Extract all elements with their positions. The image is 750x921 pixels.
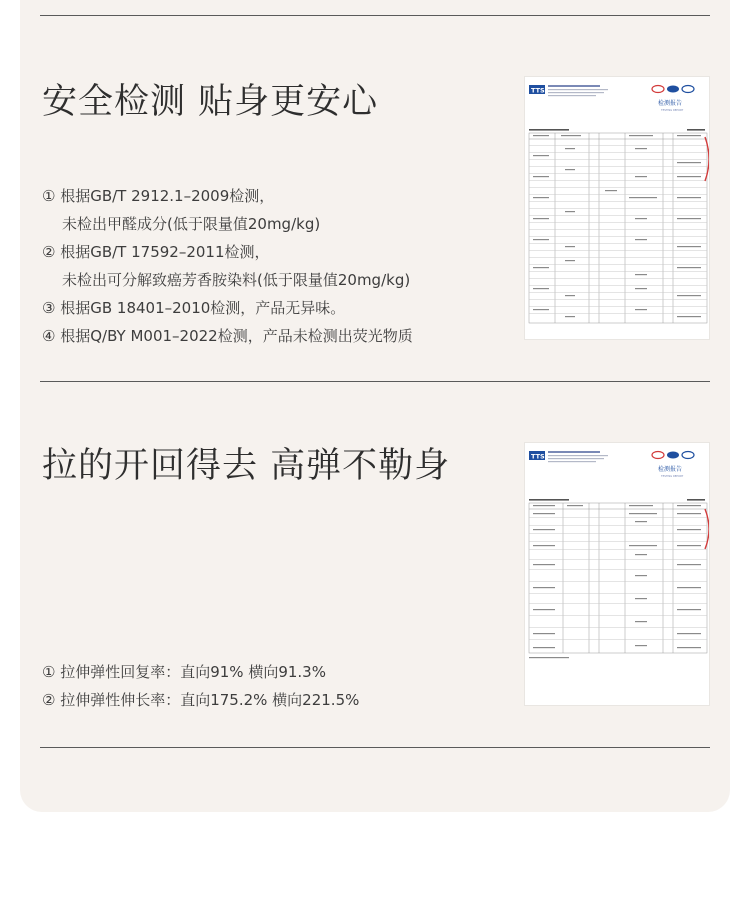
divider-bottom xyxy=(40,747,710,748)
cert-badge-icon xyxy=(682,86,694,93)
section-2-title: 拉的开回得去 高弹不勒身 xyxy=(42,446,451,486)
report-1-logo-text: TTS xyxy=(531,86,545,95)
section-1-line-1: ① 根据GB/T 2912.1–2009检测， xyxy=(42,187,275,205)
divider-top xyxy=(40,15,710,16)
cert-badge-icon xyxy=(667,452,679,459)
section-2-text xyxy=(42,658,359,714)
section-1-line-3: ② 根据GB/T 17592–2011检测， xyxy=(42,243,270,261)
cert-badge-icon xyxy=(682,452,694,459)
section-2-line-1: ① 拉伸弹性回复率：直向91% 横向91.3% xyxy=(42,663,326,681)
report-1-graphic xyxy=(525,77,710,340)
cert-badge-icon xyxy=(652,452,664,459)
section-2-line-2: ② 拉伸弹性伸长率：直向175.2% 横向221.5% xyxy=(42,691,360,709)
report-1-table-rows xyxy=(529,145,707,314)
cert-badge-icon xyxy=(652,86,664,93)
section-1-line-2: 未检出甲醛成分(低于限量值20mg/kg) xyxy=(62,215,321,233)
divider-middle xyxy=(40,381,710,382)
section-1-line-5: ③ 根据GB 18401–2010检测，产品无异味。 xyxy=(42,299,346,317)
report-1-table xyxy=(529,133,707,323)
section-1-text xyxy=(42,182,413,350)
test-report-image-2 xyxy=(524,442,710,706)
report-1-header-subtitle: TESTING REPORT xyxy=(661,109,684,112)
test-report-image-1 xyxy=(524,76,710,340)
report-2-header-subtitle: TESTING REPORT xyxy=(661,475,684,478)
report-1-header-title: 检测报告 xyxy=(658,100,683,107)
report-2-graphic xyxy=(525,443,710,706)
report-2-table-text xyxy=(529,505,701,658)
report-1-table-text xyxy=(533,135,701,317)
section-1-title: 安全检测 贴身更安心 xyxy=(42,82,379,122)
report-2-table-rows xyxy=(529,517,707,640)
report-2-logo-text: TTS xyxy=(531,452,545,461)
report-2-header-title: 检测报告 xyxy=(658,466,683,473)
section-1-line-6: ④ 根据Q/BY M001–2022检测，产品未检测出荧光物质 xyxy=(42,327,413,345)
cert-badge-icon xyxy=(667,86,679,93)
section-1-line-4: 未检出可分解致癌芳香胺染料(低于限量值20mg/kg) xyxy=(62,271,411,289)
